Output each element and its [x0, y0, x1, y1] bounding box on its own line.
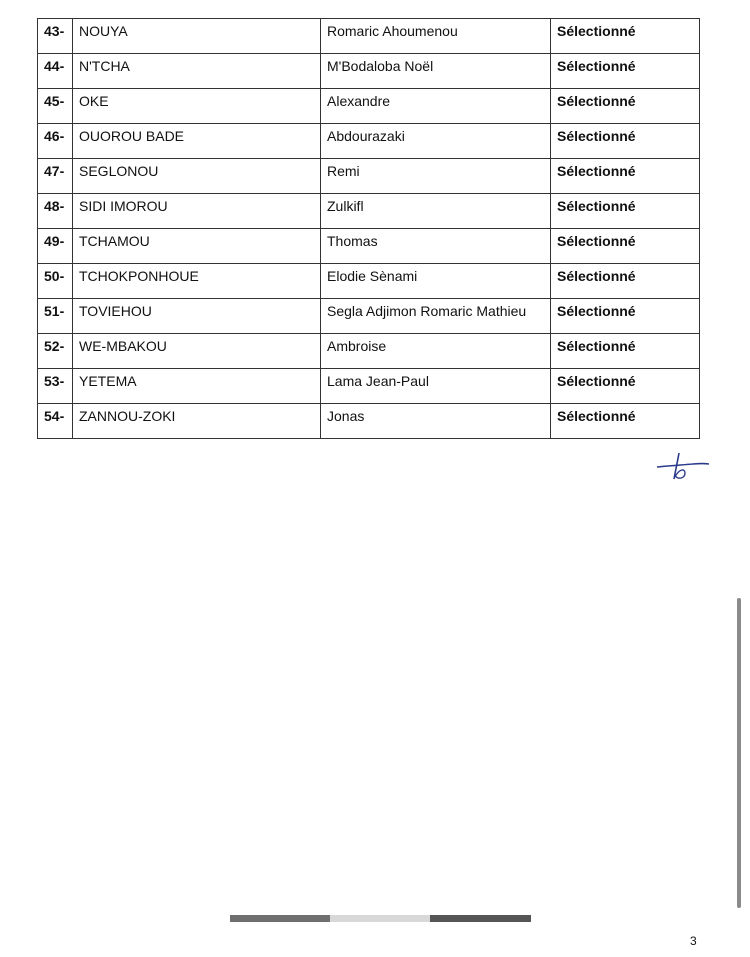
row-number-cell: 44-	[38, 54, 73, 89]
status-cell: Sélectionné	[551, 89, 700, 124]
scrollbar[interactable]	[737, 598, 741, 908]
status-cell: Sélectionné	[551, 159, 700, 194]
row-number-cell: 54-	[38, 404, 73, 439]
page-indicator-segment[interactable]	[430, 915, 531, 922]
first-name-cell: Thomas	[321, 229, 551, 264]
row-number-cell: 47-	[38, 159, 73, 194]
table-row	[38, 264, 700, 299]
status-cell: Sélectionné	[551, 124, 700, 159]
row-number-cell: 52-	[38, 334, 73, 369]
status-cell: Sélectionné	[551, 264, 700, 299]
first-name-cell: Segla Adjimon Romaric Mathieu	[321, 299, 551, 334]
last-name-cell: OKE	[73, 89, 321, 124]
selection-table	[37, 18, 700, 439]
status-cell: Sélectionné	[551, 334, 700, 369]
first-name-cell: Alexandre	[321, 89, 551, 124]
status-cell: Sélectionné	[551, 54, 700, 89]
row-number-cell: 49-	[38, 229, 73, 264]
last-name-cell: N'TCHA	[73, 54, 321, 89]
row-number-cell: 51-	[38, 299, 73, 334]
table-row	[38, 159, 700, 194]
last-name-cell: TOVIEHOU	[73, 299, 321, 334]
last-name-cell: TCHAMOU	[73, 229, 321, 264]
first-name-cell: Ambroise	[321, 334, 551, 369]
row-number-cell: 48-	[38, 194, 73, 229]
table-row	[38, 19, 700, 54]
table-row	[38, 54, 700, 89]
last-name-cell: ZANNOU-ZOKI	[73, 404, 321, 439]
table-row	[38, 404, 700, 439]
last-name-cell: WE-MBAKOU	[73, 334, 321, 369]
table-row	[38, 229, 700, 264]
table-row	[38, 369, 700, 404]
first-name-cell: Zulkifl	[321, 194, 551, 229]
table-row	[38, 89, 700, 124]
first-name-cell: Elodie Sènami	[321, 264, 551, 299]
row-number-cell: 50-	[38, 264, 73, 299]
signature-icon	[655, 450, 711, 486]
first-name-cell: Romaric Ahoumenou	[321, 19, 551, 54]
first-name-cell: Abdourazaki	[321, 124, 551, 159]
status-cell: Sélectionné	[551, 369, 700, 404]
page-indicator-segment[interactable]	[230, 915, 330, 922]
page-number: 3	[690, 934, 697, 948]
last-name-cell: SEGLONOU	[73, 159, 321, 194]
row-number-cell: 46-	[38, 124, 73, 159]
row-number-cell: 45-	[38, 89, 73, 124]
first-name-cell: Remi	[321, 159, 551, 194]
row-number-cell: 43-	[38, 19, 73, 54]
page-indicator-segment[interactable]	[330, 915, 430, 922]
row-number-cell: 53-	[38, 369, 73, 404]
table-row	[38, 334, 700, 369]
last-name-cell: YETEMA	[73, 369, 321, 404]
status-cell: Sélectionné	[551, 229, 700, 264]
status-cell: Sélectionné	[551, 194, 700, 229]
table-row	[38, 299, 700, 334]
status-cell: Sélectionné	[551, 19, 700, 54]
first-name-cell: Jonas	[321, 404, 551, 439]
last-name-cell: TCHOKPONHOUE	[73, 264, 321, 299]
table-row	[38, 194, 700, 229]
last-name-cell: SIDI IMOROU	[73, 194, 321, 229]
last-name-cell: OUOROU BADE	[73, 124, 321, 159]
status-cell: Sélectionné	[551, 299, 700, 334]
table-row	[38, 124, 700, 159]
first-name-cell: M'Bodaloba Noël	[321, 54, 551, 89]
first-name-cell: Lama Jean-Paul	[321, 369, 551, 404]
last-name-cell: NOUYA	[73, 19, 321, 54]
status-cell: Sélectionné	[551, 404, 700, 439]
